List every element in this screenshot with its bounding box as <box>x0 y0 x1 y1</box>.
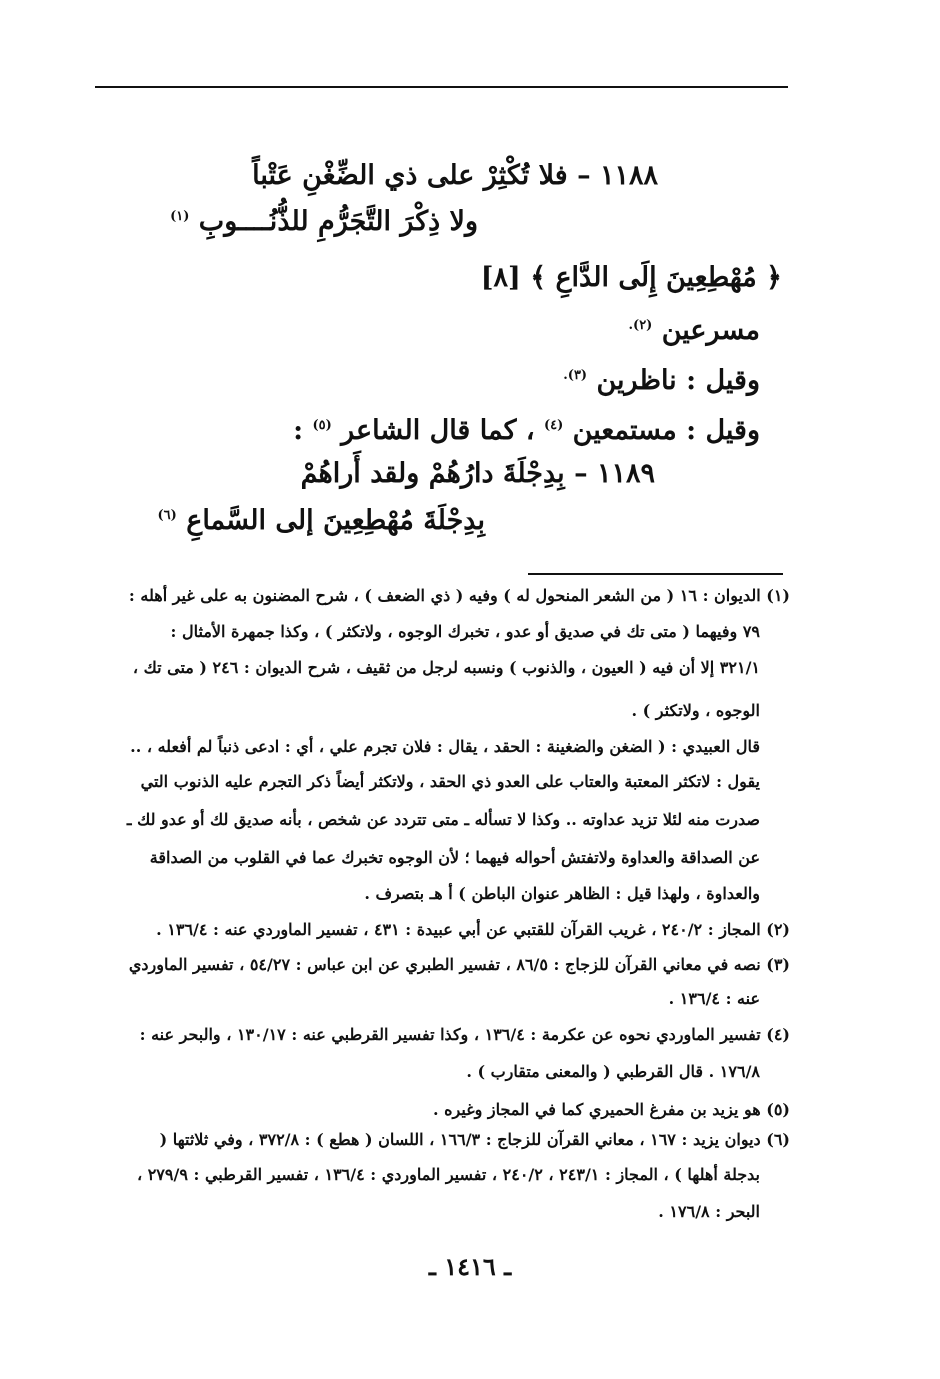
footnote-ref-3: (٣). <box>563 368 588 383</box>
footnote-line-8: عن الصداقة والعداوة ولاتفتش أحواله فيهما ؛ لأن الوجوه تخبرك عما في القلوب من الصداقة <box>149 848 760 867</box>
footnote-line-11: (٣) نصه في معاني القرآن للزجاج : ٨٦/٥ ، تفسير الطبري عن ابن عباس : ٥٤/٢٧ ، تفسير الماوردي <box>128 955 790 974</box>
footnote-line-15: (٥) هو يزيد بن مفرغ الحميري كما في المجاز وغيره . <box>433 1100 790 1119</box>
page-number: ـ ١٤١٦ ـ <box>428 1252 512 1281</box>
verse-1189-line-2-text: بِدِجْلَةَ مُهْطِعِينَ إلى السَّماعِ <box>186 505 485 536</box>
footnote-line-9: والعداوة ، ولهذا قيل : الظاهر عنوان الباطن ) أ هـ بتصرف . <box>364 884 760 903</box>
footnote-ref-1: (١) <box>170 209 190 224</box>
quran-phrase <box>481 262 782 293</box>
body-line-3 <box>293 415 760 446</box>
footnote-line-1: (١) الديوان : ١٦ ( من الشعر المنحول له ) وفيه ( ذي الضعف ) ، شرح المضنون به على غير أهله : <box>128 586 790 605</box>
footnote-line-14: ١٧٦/٨ . قال القرطبي ( والمعنى متقارب ) . <box>466 1062 760 1081</box>
footnote-rule <box>528 573 783 575</box>
body-line-3-b: ، كما قال الشاعر <box>341 415 535 446</box>
footnote-line-16: (٦) ديوان يزيد : ١٦٧ ، معاني القرآن للزجاج : ١٦٦/٣ ، اللسان ( هطع ) : ٣٧٢/٨ ، وفي ثلاثتها ( <box>159 1130 790 1149</box>
footnote-line-5: قال العبيدي : ( الضغن والضغينة : الحقد ، يقال : فلان تجرم علي ، أي : ادعى ذنباً لم أفعله ، .. <box>130 737 760 756</box>
footnote-line-12: عنه : ١٣٦/٤ . <box>668 989 760 1008</box>
verse-1189-line-2 <box>158 505 485 536</box>
verse-1188-line-2 <box>170 206 478 237</box>
footnote-ref-6: (٦) <box>157 508 177 523</box>
footnote-line-3: ٣٢١/١ إلا أن فيه ( العيون ، والذنوب ) ونسبه لرجل من ثقيف ، شرح الديوان : ٢٤٦ ( متى تك ، <box>132 658 760 677</box>
footnote-line-4: الوجوه ، ولاتكثر ) . <box>631 701 760 720</box>
footnote-line-13: (٤) تفسير الماوردي نحوه عن عكرمة : ١٣٦/٤ ، وكذا تفسير القرطبي عنه : ١٣٠/١٧ ، والبحر عنه : <box>139 1025 790 1044</box>
body-line-1-text: مسرعين <box>661 315 760 346</box>
footnote-line-2: ٧٩ وفيهما ( متى تك في صديق أو عدو ، تخبرك الوجوه ، ولاتكثر ) ، وكذا جمهرة الأمثال : <box>170 622 760 641</box>
body-line-1 <box>629 315 761 346</box>
footnote-line-10: (٢) المجاز : ٢٤٠/٢ ، غريب القرآن للقتبي عن أبي عبيدة : ٤٣١ ، تفسير الماوردي عنه : ١٣٦/٤ . <box>156 920 790 939</box>
body-line-2-text: وقيل : ناظرين <box>596 365 760 396</box>
footnote-ref-2: (٢). <box>628 318 653 333</box>
body-line-2 <box>563 365 760 396</box>
verse-1188-line-1: ١١٨٨ – فلا تُكْثِرْ على ذي الضِّغْنِ عَتْباً <box>252 160 658 191</box>
quran-ref: [٨] <box>480 262 521 293</box>
footnote-line-18: البحر : ١٧٦/٨ . <box>658 1202 760 1221</box>
footnote-line-6: يقول : لاتكثر المعتبة والعتاب على العدو ذي الحقد ، ولاتكثر أيضاً ذكر التجرم عليه الذنوب التي <box>140 772 760 791</box>
footnote-ref-5: (٥) <box>312 418 332 433</box>
footnote-line-17: بدجلة أهلها ) ، المجاز : ٢٤٣/١ ، ٢٤٠/٢ ، تفسير الماوردي : ١٣٦/٤ ، تفسير القرطبي : ٢٧٩/٩ ، <box>136 1165 760 1184</box>
body-line-3-a: وقيل : مستمعين <box>572 415 760 446</box>
top-rule <box>95 86 788 88</box>
quran-text: ﴿ مُهْطِعِينَ إِلَى الدَّاعِ ﴾ <box>530 262 782 293</box>
body-line-3-c: : <box>293 415 304 446</box>
footnote-ref-4: (٤) <box>543 418 564 433</box>
footnote-line-7: صدرت منه لئلا تزيد عداوته .. وكذا لا تسأله ـ متى تتردد عن شخص ، بأنه صديق لك أو عدو لك ـ <box>126 810 760 829</box>
verse-1189-line-1: ١١٨٩ – بِدِجْلَةَ دارُهُمْ ولقد أَراهُمْ <box>300 458 655 489</box>
verse-1188-line-2-text: ولا ذِكْرَ التَّجَرُّمِ للذُّنُــــوبِ <box>198 206 478 237</box>
